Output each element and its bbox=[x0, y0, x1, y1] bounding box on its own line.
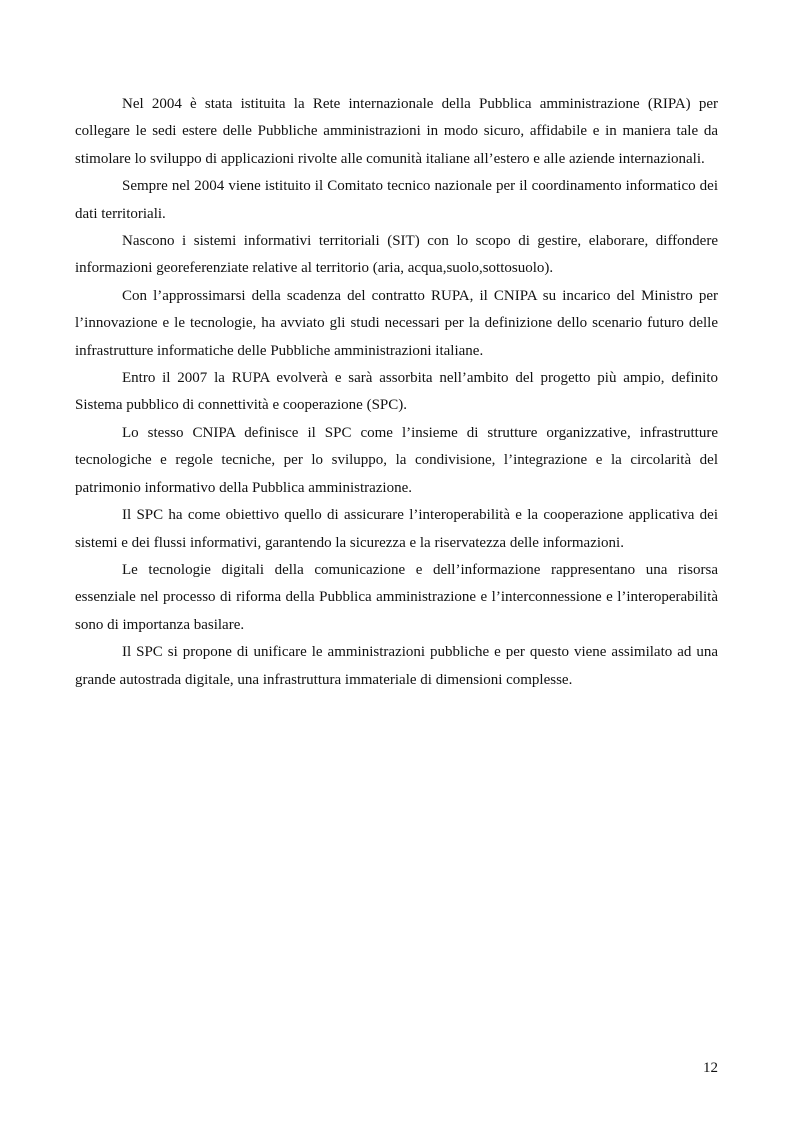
paragraph-comitato-tecnico: Sempre nel 2004 viene istituito il Comitato tecnico nazionale per il coordinamento informatico dei dati territoriali. bbox=[75, 178, 718, 222]
page-number: 12 bbox=[703, 1060, 718, 1076]
paragraph-rupa-evoluzione: Entro il 2007 la RUPA evolverà e sarà assorbita nell’ambito del progetto più ampio, definito Sistema pubblico di connettività e cooperazione (SPC). bbox=[75, 370, 718, 414]
paragraph-ripa: Nel 2004 è stata istituita la Rete internazionale della Pubblica amministrazione (RIPA) per collegare le sedi estere delle Pubbliche amministrazioni in modo sicuro, affidabile e in maniera tale da stimolare lo sviluppo di applicazioni rivolte alle comunità italiane all’estero e alle aziende internazionali. bbox=[75, 96, 718, 167]
paragraph-spc-obiettivo: Il SPC ha come obiettivo quello di assicurare l’interoperabilità e la cooperazione applicativa dei sistemi e dei flussi informativi, garantendo la sicurezza e la riservatezza delle informazioni. bbox=[75, 507, 718, 551]
page-body bbox=[75, 91, 718, 694]
paragraph-rupa-scadenza: Con l’approssimarsi della scadenza del contratto RUPA, il CNIPA su incarico del Ministro per l’innovazione e le tecnologie, ha avviato gli studi necessari per la definizione dello scenario futuro delle infrastrutture informatiche delle Pubbliche amministrazioni italiane. bbox=[75, 287, 718, 359]
paragraph-spc-autostrada: Il SPC si propone di unificare le amministrazioni pubbliche e per questo viene assimilato ad una grande autostrada digitale, una infrastruttura immateriale di dimensioni complesse. bbox=[75, 644, 718, 688]
paragraph-spc-definizione: Lo stesso CNIPA definisce il SPC come l’insieme di strutture organizzative, infrastrutture tecnologiche e regole tecniche, per lo sviluppo, la condivisione, l’integrazione e la circolarità del patrimonio informativo della Pubblica amministrazione. bbox=[75, 424, 718, 496]
paragraph-tecnologie-digitali: Le tecnologie digitali della comunicazione e dell’informazione rappresentano una risorsa essenziale nel processo di riforma della Pubblica amministrazione e l’interconnessione e l’interoperabilità sono di importanza basilare. bbox=[75, 561, 718, 633]
paragraph-sit: Nascono i sistemi informativi territoriali (SIT) con lo scopo di gestire, elaborare, diffondere informazioni georeferenziate relative al territorio (aria, acqua,suolo,sottosuolo). bbox=[75, 233, 718, 277]
